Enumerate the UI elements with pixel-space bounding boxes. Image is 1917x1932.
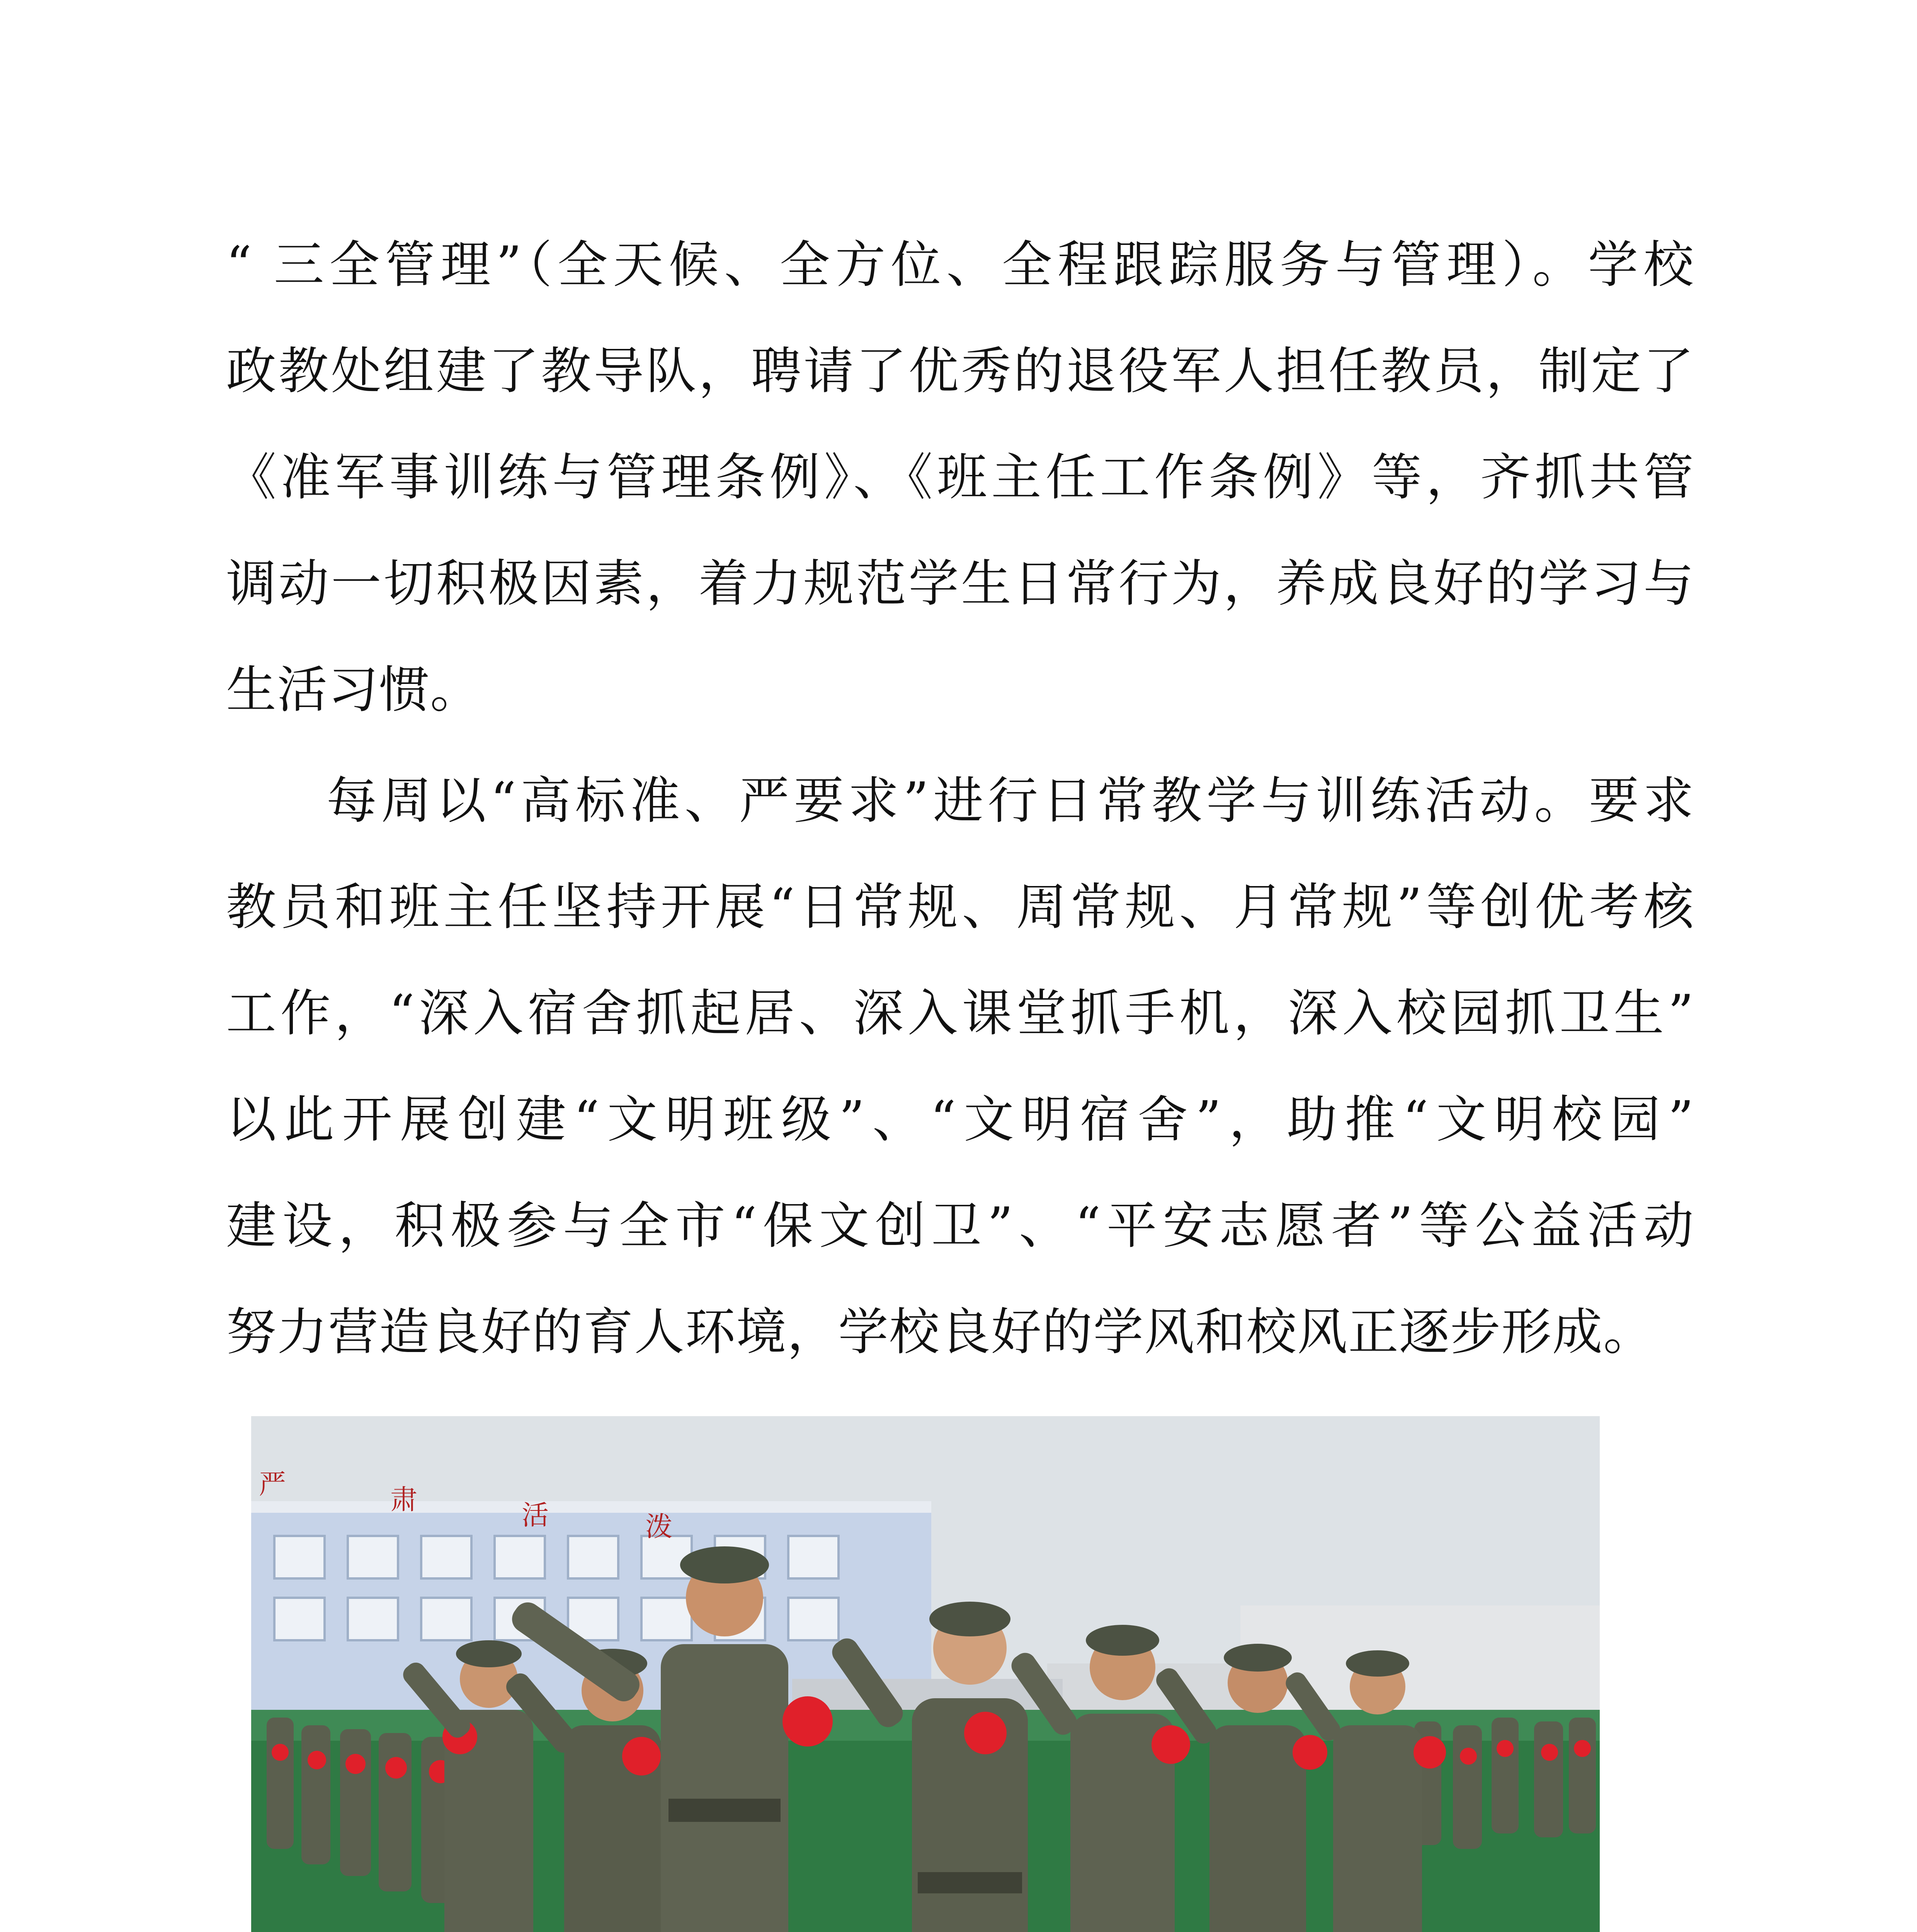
paragraph-1-line: 调动一切积极因素，着力规范学生日常行为，养成良好的学习与	[226, 554, 1694, 613]
paragraph-1-line: 政教处组建了教导队，聘请了优秀的退役军人担任教员，制定了	[226, 342, 1694, 400]
paragraph-1-line: 生活习惯。	[226, 660, 481, 719]
paragraph-2-line: 努力营造良好的育人环境，学校良好的学风和校风正逐步形成。	[226, 1303, 1655, 1361]
paragraph-1	[226, 212, 1694, 743]
paragraph-2	[226, 748, 1694, 1385]
paragraph-1-line: 《准军事训练与管理条例》、《班主任工作条例》等，齐抓共管	[226, 448, 1694, 507]
banner-char: 活	[522, 1499, 549, 1531]
paragraph-2-line: 工作，“深入宿舍抓起居、深入课堂抓手机，深入校园抓卫生”	[226, 984, 1694, 1043]
banner-char: 严	[259, 1468, 286, 1500]
paragraph-2-line: 每周以“高标准、严要求”进行日常教学与训练活动。要求	[327, 771, 1694, 830]
banner-char: 肃	[390, 1484, 417, 1515]
banner-char: 泼	[645, 1511, 672, 1543]
military-training-photo	[251, 1416, 1600, 1932]
paragraph-2-line: 以此开展创建“文明班级”、“文明宿舍”，助推“文明校园”	[226, 1090, 1694, 1149]
paragraph-2-line: 建设，积极参与全市“保文创卫”、“平安志愿者”等公益活动	[226, 1196, 1694, 1255]
paragraph-1-line: “ 三全管理”（全天候、全方位、全程跟踪服务与管理）。学校	[226, 235, 1694, 294]
paragraph-2-line: 教员和班主任坚持开展“日常规、周常规、月常规”等创优考核	[226, 878, 1694, 936]
photo-illustration	[251, 1416, 1600, 1932]
